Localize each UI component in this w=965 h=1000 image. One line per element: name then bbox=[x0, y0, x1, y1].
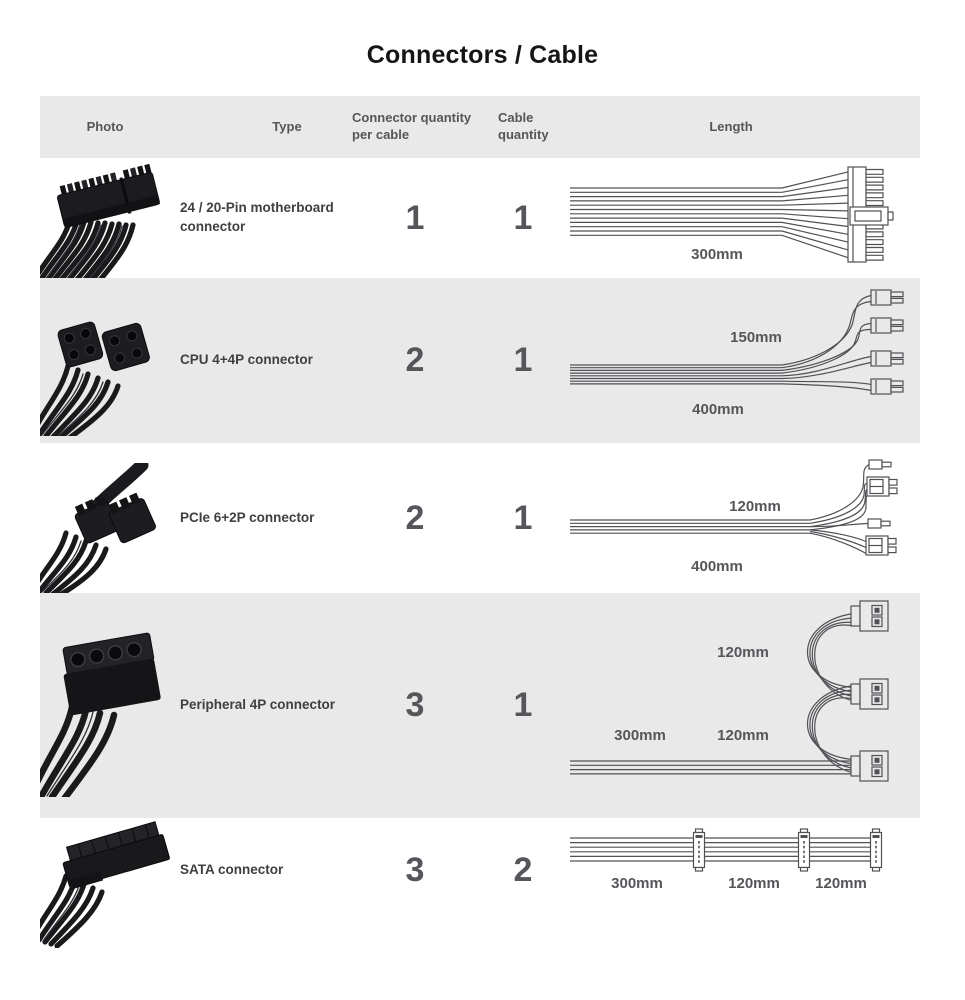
cable-quantity-value: 1 bbox=[513, 198, 533, 237]
connector-quantity-value: 2 bbox=[405, 498, 425, 537]
24-20-pin-motherboard-cable-photo-icon bbox=[40, 158, 190, 278]
sata-cable-photo-icon bbox=[40, 818, 185, 948]
cable-quantity-value: 2 bbox=[513, 850, 533, 889]
cable-quantity-value: 1 bbox=[513, 498, 533, 537]
length-label: 300mm bbox=[691, 246, 743, 263]
cable-quantity-value: 1 bbox=[513, 686, 533, 724]
cable-quantity-value: 1 bbox=[513, 341, 533, 379]
type-cell: Peripheral 4P connector bbox=[180, 697, 336, 713]
header-photo: Photo bbox=[86, 118, 124, 134]
connector-quantity-value: 3 bbox=[405, 686, 425, 724]
cpu-cable-diagram-icon bbox=[570, 278, 920, 443]
length-label: 120mm bbox=[717, 644, 769, 661]
type-cell: CPU 4+4P connector bbox=[180, 352, 313, 368]
header-type: Type bbox=[272, 118, 302, 134]
header-length: Length bbox=[709, 118, 753, 134]
cpu-cable-diagram bbox=[570, 278, 920, 443]
table-row-peripheral bbox=[40, 593, 920, 818]
peripheral-cable-diagram bbox=[570, 593, 920, 818]
connector-quantity-value: 3 bbox=[405, 850, 425, 889]
length-label: 120mm bbox=[728, 875, 780, 892]
cpu-connector-photo bbox=[40, 294, 180, 436]
pcie-6plus2p-cable-photo-icon bbox=[40, 463, 185, 593]
table-row-motherboard bbox=[40, 158, 920, 278]
peripheral-cable-diagram-icon bbox=[570, 593, 920, 818]
connector-quantity-value: 1 bbox=[405, 198, 425, 237]
sata-connector-photo bbox=[40, 818, 185, 948]
pcie-connector-photo bbox=[40, 463, 185, 593]
cpu-4plus4p-cable-photo-icon bbox=[40, 294, 180, 436]
length-label: 300mm bbox=[614, 727, 666, 744]
table-row-pcie bbox=[40, 443, 920, 593]
table-row-sata bbox=[40, 818, 920, 1000]
header-cable-quantity: Cable quantity bbox=[498, 110, 549, 142]
connector-quantity-value: 2 bbox=[405, 341, 425, 379]
sata-cable-diagram-icon bbox=[570, 818, 920, 1000]
motherboard-cable-diagram bbox=[570, 158, 920, 278]
length-label: 400mm bbox=[691, 558, 743, 575]
length-label: 150mm bbox=[730, 329, 782, 346]
page-title: Connectors / Cable bbox=[366, 41, 599, 69]
peripheral-4p-cable-photo-icon bbox=[40, 615, 190, 797]
type-cell: PCIe 6+2P connector bbox=[180, 509, 315, 525]
header-connector-quantity: Connector quantity per cable bbox=[352, 110, 472, 142]
peripheral-connector-photo bbox=[40, 615, 190, 797]
table-row-cpu bbox=[40, 278, 920, 443]
table-header bbox=[40, 96, 920, 158]
type-cell: 24 / 20-Pin motherboard connector bbox=[180, 200, 334, 234]
pcie-cable-diagram bbox=[570, 443, 920, 593]
length-label: 120mm bbox=[729, 498, 781, 515]
length-label: 120mm bbox=[815, 875, 867, 892]
sata-cable-diagram bbox=[570, 818, 920, 1000]
type-cell: SATA connector bbox=[180, 861, 284, 877]
length-label: 300mm bbox=[611, 875, 663, 892]
length-label: 120mm bbox=[717, 727, 769, 744]
connectors-table bbox=[40, 96, 920, 1000]
motherboard-connector-photo bbox=[40, 158, 190, 278]
length-label: 400mm bbox=[692, 401, 744, 418]
